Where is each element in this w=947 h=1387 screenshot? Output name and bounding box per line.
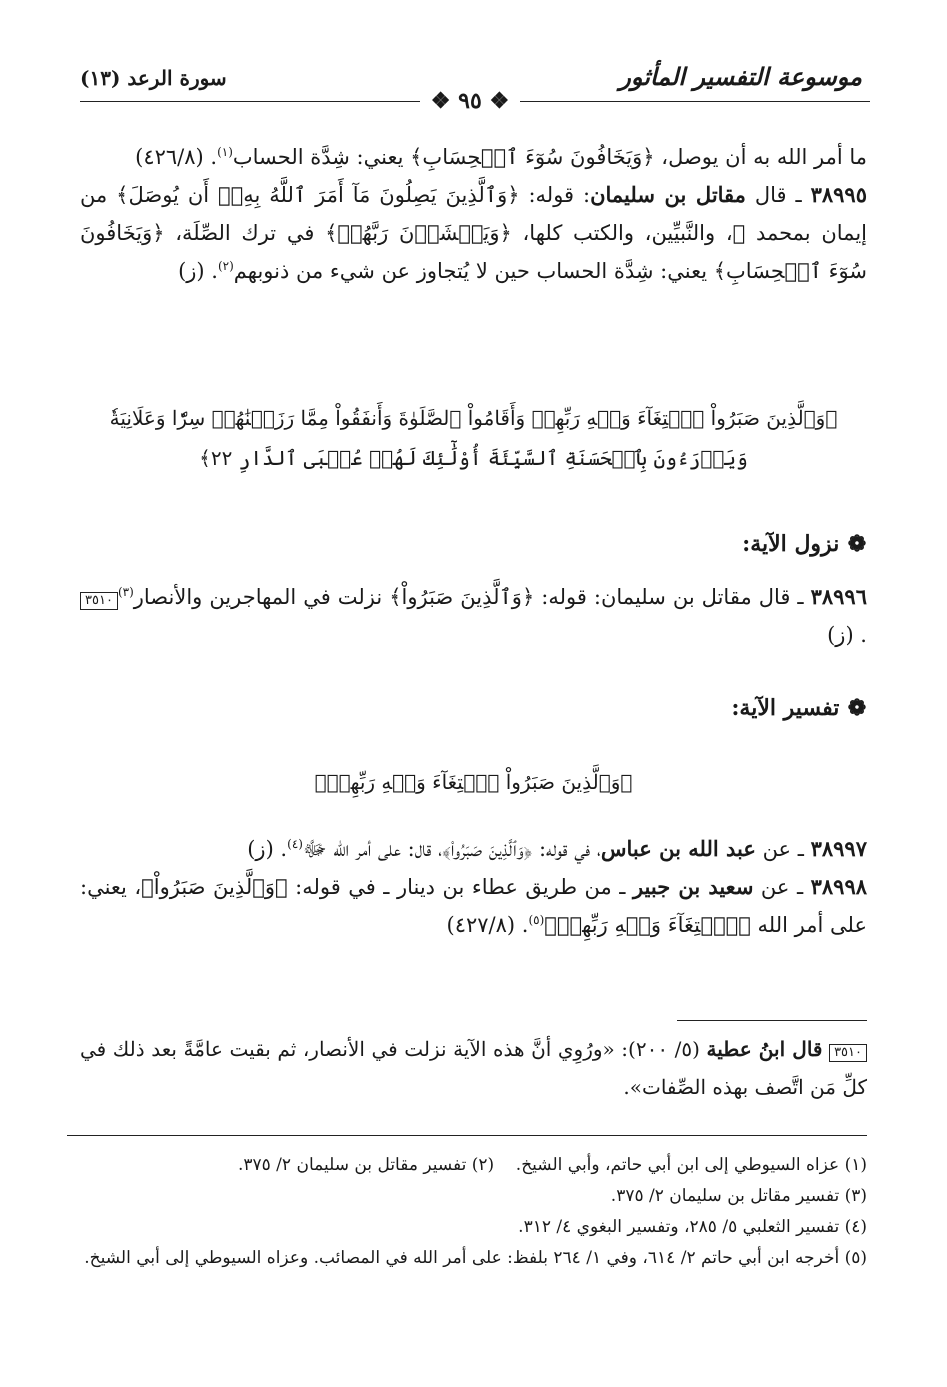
narration-38995 (80, 176, 867, 290)
note-text: «ورُوِي أنَّ هذه الآية نزلت في الأنصار، ثم بقيت عامَّةً بعد ذلك في كلِّ مَن اتَّصف بهذه الصِّفات». (80, 1037, 867, 1099)
body-block-3 (80, 830, 867, 944)
narrator-name: سعيد بن جبير (632, 874, 754, 899)
verse-line-1: ﴿وَٱلَّذِينَ صَبَرُواْ ٱبۡتِغَآءَ وَجۡهِ رَبِّهِمۡ وَأَقَامُواْ ٱلصَّلَوٰةَ وَأَنفَقُواْ مِمَّا رَزَقۡنَٰهُمۡ سِرّٗا وَعَلَانِيَةٗ (109, 406, 838, 430)
narration-number: ٣٨٩٩٥ (810, 182, 867, 207)
narration-text: ـ قال مقاتل بن سليمان: قوله: ﴿وَٱلَّذِينَ صَبَرُواْ﴾ نزلت في المهاجرين والأنصار (133, 585, 811, 609)
body-block-1 (80, 138, 867, 290)
quran-verse-22 (80, 398, 867, 478)
narrator-name: مقاتل بن سليمان (590, 182, 746, 207)
page-number-text: ٩٥ (458, 88, 482, 114)
footnote-ref[interactable]: (٢) (217, 259, 234, 273)
para-text: ما أمر الله به أن يوصل، ﴿وَيَخَافُونَ سُوٓءَ ٱلۡحِسَابِ﴾ يعني: شِدَّة الحساب (232, 145, 867, 169)
narrator-name: عبد الله بن عباس (600, 836, 756, 861)
editorial-note-3510 (80, 1030, 867, 1106)
section-heading-tafsir (80, 688, 867, 728)
verse-line-2: وَيَدۡرَءُونَ بِٱلۡحَسَنَةِ ٱلسَّيِّئَةَ أُوْلَٰٓئِكَ لَهُمۡ عُقۡبَى ٱلدَّارِ ٢٢﴾ (199, 446, 748, 470)
section-title: تفسير الآية: (731, 695, 840, 721)
book-title: موسوعة التفسير المأثور (619, 62, 862, 91)
section-heading-nuzul (80, 524, 867, 564)
note-box-ref[interactable]: ٣٥١٠ (80, 592, 118, 610)
note-author: قال ابنُ عطية (706, 1037, 823, 1061)
surah-label: سورة الرعد (١٣) (80, 66, 227, 90)
narration-number: ٣٨٩٩٦ (810, 584, 867, 609)
narration-lead: ـ عن (755, 837, 811, 861)
page-number (420, 86, 520, 116)
narration-38997 (80, 830, 867, 868)
ornament-icon: ❖ (489, 88, 510, 114)
note-ref: (٥/ ٢٠٠): (614, 1037, 707, 1061)
narration-tail: . (ز) (178, 259, 218, 283)
footnote-1: (١) عزاه السيوطي إلى ابن أبي حاتم، وأبي الشيخ. (515, 1155, 867, 1175)
footnote-4: (٤) تفسير الثعلبي ٥/ ٢٨٥، وتفسير البغوي ٤/ ٣١٢. (518, 1217, 867, 1237)
narration-tail: . (ز) (827, 623, 867, 647)
footnote-ref[interactable]: (١) (217, 145, 233, 159)
footnote-ref[interactable]: (٣) (117, 585, 134, 599)
narration-number: ٣٨٩٩٧ (810, 836, 867, 861)
section-title: نزول الآية: (742, 531, 840, 557)
narration-38998 (80, 868, 867, 944)
flower-icon: ❁ (847, 695, 867, 721)
narration-tail: . (ز) (247, 837, 288, 861)
para-tail: . (٤٢٦/٨) (135, 145, 218, 169)
footnote-separator (67, 1135, 867, 1136)
narration-lead: ـ عن (753, 875, 811, 899)
ornament-icon: ❖ (430, 88, 451, 114)
continuation-paragraph (80, 138, 867, 176)
narration-tail: . (٤٢٧/٨) (446, 913, 529, 937)
verse-fragment: ﴿وَٱلَّذِينَ صَبَرُواْ ٱبۡتِغَآءَ وَجۡهِ رَبِّهِمۡ﴾ (314, 770, 633, 794)
footnotes (80, 1150, 867, 1274)
narration-lead: ـ قال (745, 183, 811, 207)
narration-text: : قوله: ﴿وَٱلَّذِينَ يَصِلُونَ مَآ أَمَرَ ٱللَّهُ بِهِۦٓ أَن يُوصَلَ﴾ من إيمان بمحمد ﷺ، والنَّبيِّين، والكتب كلها، ﴿وَيَخۡشَوۡنَ رَبَّهُمۡ﴾ في ترك الصِّلَة، ﴿وَيَخَافُونَ سُوٓءَ ٱلۡحِسَابِ﴾ يعني: شِدَّة الحساب حين لا يُتجاوز عن شيء من ذنوبهم (80, 183, 867, 283)
narration-text: ، في قوله: ﴿وَٱلَّذِينَ صَبَرُواْ﴾، قال: على أمر الله ﷻ (302, 837, 601, 861)
footnote-ref[interactable]: (٤) (287, 837, 303, 851)
footnote-ref[interactable]: (٥) (528, 913, 545, 927)
quran-verse-fragment (80, 762, 867, 802)
footnote-5: (٥) أخرجه ابن أبي حاتم ٢/ ٦١٤، وفي ١/ ٢٦٤ بلفظ: على أمر الله في المصائب. وعزاه السيوطي إلى أبي الشيخ. (84, 1248, 867, 1268)
note-separator (677, 1020, 867, 1021)
note-box-label: ٣٥١٠ (829, 1044, 867, 1062)
narration-number: ٣٨٩٩٨ (810, 874, 868, 899)
body-block-2 (80, 578, 867, 654)
flower-icon: ❁ (847, 531, 867, 557)
narration-text: ـ من طريق عطاء بن دينار ـ في قوله: ﴿وَٱلَّذِينَ صَبَرُواْ﴾، يعني: على أمر الله ﴿ٱبۡتِغَآءَ وَجۡهِ رَبِّهِمۡ﴾ (80, 875, 867, 937)
footnote-3: (٣) تفسير مقاتل بن سليمان ٢/ ٣٧٥. (610, 1186, 867, 1206)
narration-38996 (80, 578, 867, 654)
footnote-2: (٢) تفسير مقاتل بن سليمان ٢/ ٣٧٥. (237, 1155, 495, 1175)
footnote-row (80, 1150, 867, 1181)
